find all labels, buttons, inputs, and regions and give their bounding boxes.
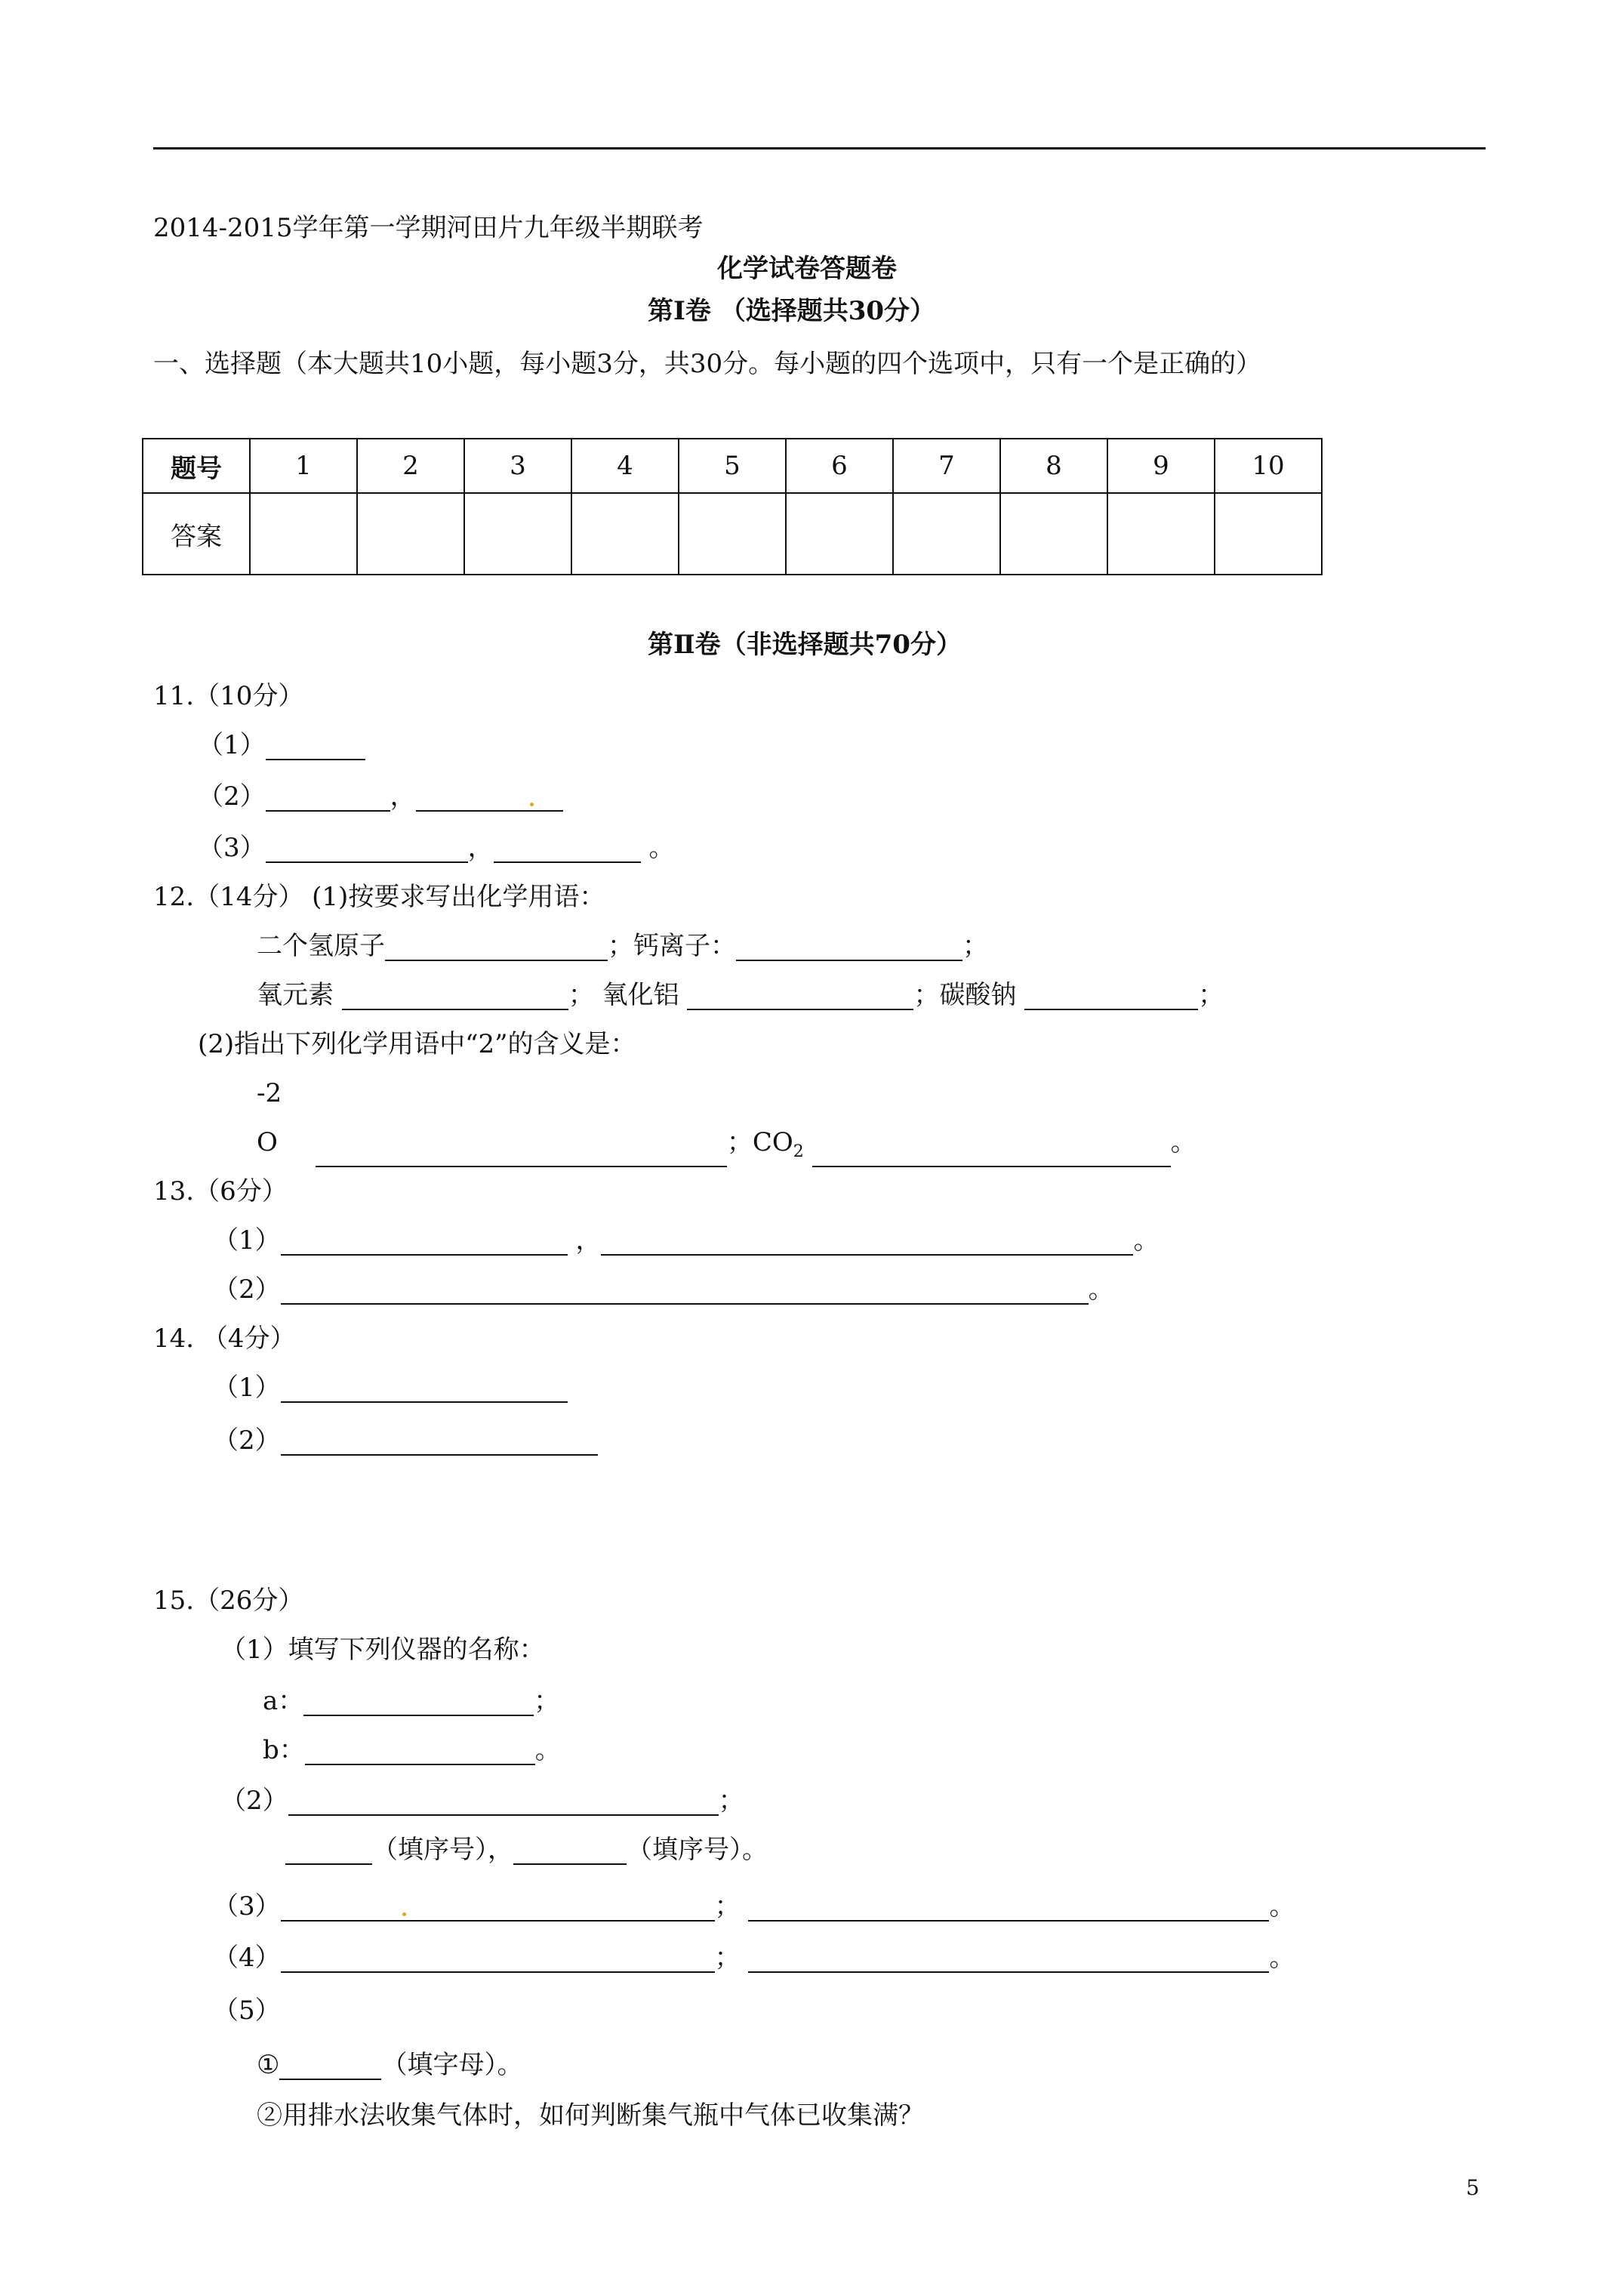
answer-blank[interactable] (281, 1377, 568, 1403)
q12-superscript: -2 (257, 1078, 282, 1108)
q15-sub2: （2） ； (220, 1786, 744, 1816)
q14-label: 14. （4分） (153, 1324, 296, 1354)
q14-sub1: （1） (213, 1373, 568, 1403)
q12-row1: 二个氢原子 ；钙离子： ； (257, 931, 988, 961)
q15-sub5-item1: ① （填字母）。 (257, 2050, 523, 2080)
q12-part2-intro: (2)指出下列化学用语中“2”的含义是： (198, 1029, 636, 1059)
answer-blank[interactable] (513, 1839, 627, 1865)
table-header-number: 题号 (143, 439, 250, 493)
q15-sub5: （5） (213, 1996, 281, 2026)
q13-sub1: （1） ， 。 (213, 1225, 1160, 1256)
q13-sub2: （2） 。 (213, 1274, 1114, 1305)
table-cell-number: 8 (1000, 439, 1107, 493)
table-cell-number: 9 (1107, 439, 1215, 493)
answer-blank[interactable] (601, 1230, 1133, 1256)
answer-blank[interactable] (281, 1430, 598, 1456)
answer-cell[interactable] (1107, 493, 1215, 575)
answer-blank[interactable] (279, 2054, 381, 2080)
exam-title: 2014-2015学年第一学期河田片九年级半期联考 (153, 213, 704, 243)
answer-blank[interactable] (748, 1896, 1269, 1922)
answer-blank[interactable] (812, 1142, 1171, 1167)
ink-mark (530, 803, 534, 806)
answer-blank[interactable] (281, 1896, 715, 1922)
answer-blank[interactable] (342, 985, 568, 1010)
answer-blank[interactable] (416, 786, 563, 812)
q11-sub1: （1） (198, 730, 365, 760)
answer-cell[interactable] (250, 493, 357, 575)
answer-blank[interactable] (748, 1947, 1269, 1973)
q11-sub2: （2） ， (198, 781, 563, 812)
answer-blank[interactable] (316, 1142, 727, 1167)
answer-cell[interactable] (1215, 493, 1322, 575)
table-cell-number: 3 (464, 439, 571, 493)
table-cell-number: 1 (250, 439, 357, 493)
part2-title: 第Ⅱ卷（非选择题共70分） (648, 630, 962, 660)
answer-blank[interactable] (494, 837, 641, 863)
q15-sub2-row2: （填序号）， （填序号）。 (285, 1835, 768, 1865)
answer-blank[interactable] (687, 985, 913, 1010)
q12-label: 12.（14分） (1)按要求写出化学用语： (153, 882, 605, 912)
answer-cell[interactable] (786, 493, 893, 575)
q15-sub1: （1）填写下列仪器的名称： (220, 1635, 545, 1665)
answer-table (142, 438, 1323, 575)
answer-cell[interactable] (571, 493, 679, 575)
q13-label: 13.（6分） (153, 1176, 288, 1207)
part1-instruction: 一、选择题（本大题共10小题，每小题3分，共30分。每小题的四个选项中，只有一个是正确的） (153, 349, 1262, 379)
answer-cell[interactable] (893, 493, 1000, 575)
q15-sub4: （4） ； 。 (213, 1943, 1295, 1973)
answer-cell[interactable] (464, 493, 571, 575)
q12-row3: O ；$CO_2$ 。 (257, 1127, 1196, 1167)
table-header-answer: 答案 (143, 493, 250, 575)
q15-sub3: （3） ； 。 (213, 1891, 1295, 1922)
answer-sheet-title: 化学试卷答题卷 (717, 254, 897, 284)
answer-cell[interactable] (679, 493, 786, 575)
table-cell-number: 10 (1215, 439, 1322, 493)
answer-blank[interactable] (266, 837, 468, 863)
table-cell-number: 4 (571, 439, 679, 493)
top-rule (153, 147, 1486, 149)
answer-cell[interactable] (1000, 493, 1107, 575)
q14-sub2: （2） (213, 1425, 598, 1456)
answer-blank[interactable] (288, 1790, 719, 1816)
answer-blank[interactable] (305, 1740, 535, 1765)
q15-label: 15.（26分） (153, 1586, 304, 1616)
q12-row2: 氧元素 ； 氧化铝 ；碳酸钠 ； (257, 980, 1224, 1010)
answer-blank[interactable] (1024, 985, 1198, 1010)
ink-mark (402, 1912, 406, 1916)
answer-blank[interactable] (281, 1230, 568, 1256)
q15-b: b： 。 (263, 1735, 561, 1765)
table-cell-number: 7 (893, 439, 1000, 493)
table-cell-number: 5 (679, 439, 786, 493)
table-cell-number: 2 (357, 439, 464, 493)
answer-blank[interactable] (281, 1947, 715, 1973)
answer-blank[interactable] (385, 935, 608, 961)
table-cell-number: 6 (786, 439, 893, 493)
answer-blank[interactable] (303, 1690, 534, 1716)
answer-blank[interactable] (266, 786, 390, 812)
answer-blank[interactable] (281, 1279, 1089, 1305)
answer-blank[interactable] (266, 735, 365, 760)
q15-sub5-item2: ②用排水法收集气体时，如何判断集气瓶中气体已收集满？ (257, 2100, 924, 2131)
answer-blank[interactable] (285, 1839, 372, 1865)
q11-sub3: （3） ， 。 (198, 833, 675, 863)
answer-blank[interactable] (736, 935, 962, 961)
part1-title: 第Ⅰ卷 （选择题共30分） (648, 296, 936, 326)
q11-label: 11.（10分） (153, 681, 304, 711)
answer-cell[interactable] (357, 493, 464, 575)
q15-a: a： ； (263, 1686, 560, 1716)
page-number: 5 (1466, 2175, 1480, 2200)
